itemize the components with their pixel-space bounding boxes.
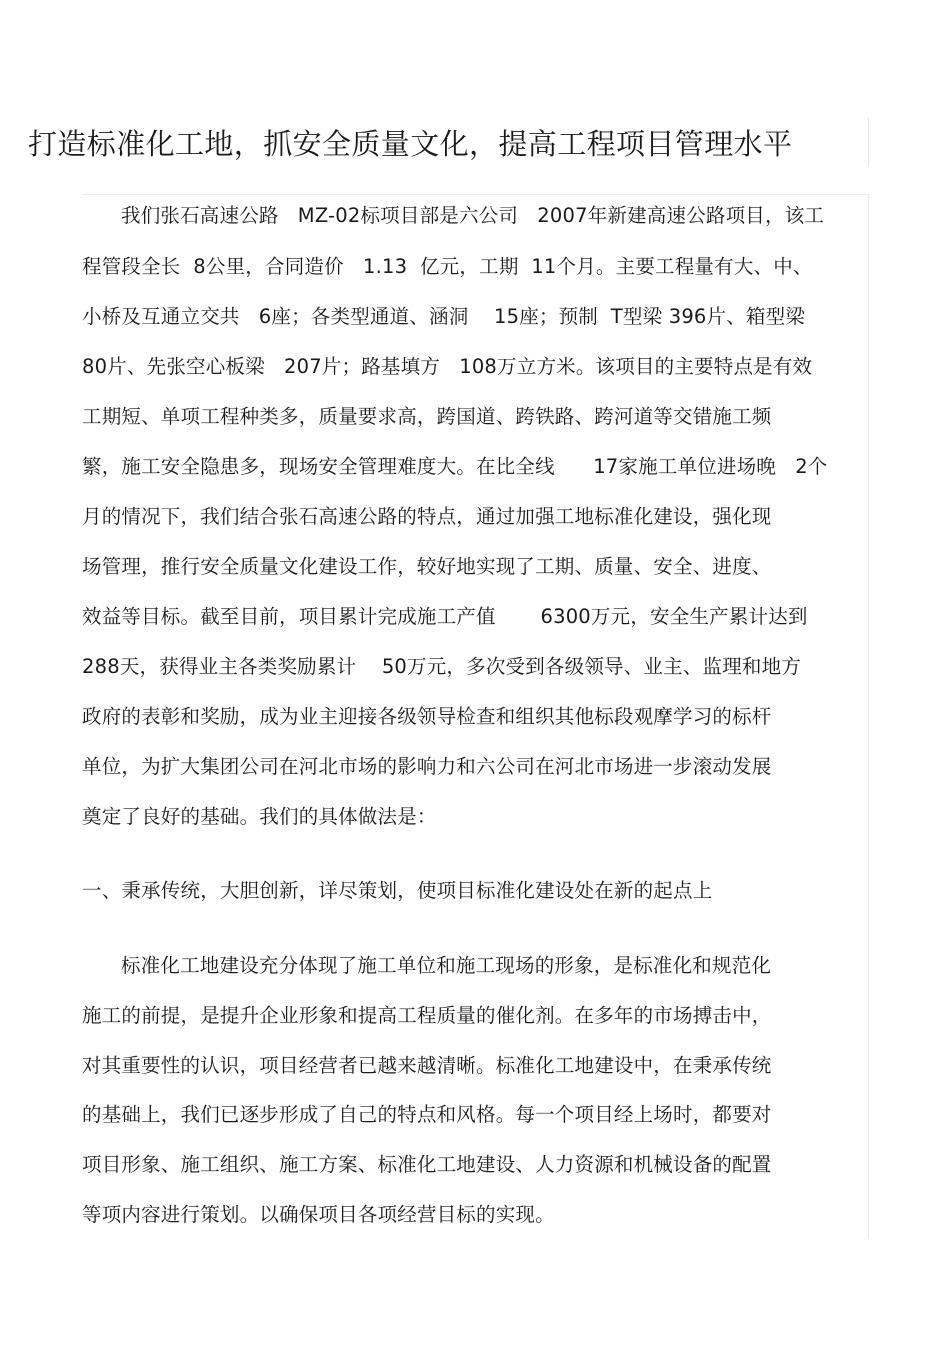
paragraph-line: 的基础上，我们已逐步形成了自己的特点和风格。每一个项目经上场时，都要对 <box>82 1103 772 1126</box>
paragraph-line: 项目形象、施工组织、施工方案、标准化工地建设、人力资源和机械设备的配置 <box>82 1153 772 1176</box>
paragraph-line: 小桥及互通立交共 6座；各类型通道、涵洞 15座；预制 T型梁 396片、箱型梁 <box>82 305 806 328</box>
paragraph-line: 政府的表彰和奖励，成为业主迎接各级领导检查和组织其他标段观摩学习的标杆 <box>82 705 772 728</box>
content-top-divider <box>82 194 870 195</box>
paragraph-line: 奠定了良好的基础。我们的具体做法是： <box>82 805 437 828</box>
paragraph-line: 工期短、单项工程种类多，质量要求高，跨国道、跨铁路、跨河道等交错施工频 <box>82 405 772 428</box>
paragraph-line: 繁，施工安全隐患多，现场安全管理难度大。在比全线 17家施工单位进场晚 2个 <box>82 455 828 478</box>
paragraph-line: 我们张石高速公路 MZ-02标项目部是六公司 2007年新建高速公路项目，该工 <box>121 204 825 227</box>
paragraph-line: 月的情况下，我们结合张石高速公路的特点，通过加强工地标准化建设，强化现 <box>82 505 772 528</box>
paragraph-line: 场管理，推行安全质量文化建设工作，较好地实现了工期、质量、安全、进度、 <box>82 555 772 578</box>
document-title: 打造标准化工地，抓安全质量文化，提高工程项目管理水平 <box>28 127 793 161</box>
paragraph-line: 288天，获得业主各类奖励累计 50万元，多次受到各级领导、业主、监理和地方 <box>82 655 802 678</box>
paragraph-line: 程管段全长 8公里，合同造价 1.13 亿元，工期 11个月。主要工程量有大、中、 <box>82 255 813 278</box>
title-divider <box>868 118 869 166</box>
paragraph-line: 施工的前提，是提升企业形象和提高工程质量的催化剂。在多年的市场搏击中， <box>82 1004 772 1027</box>
paragraph-line: 80片、先张空心板梁 207片；路基填方 108万立方米。该项目的主要特点是有效 <box>82 355 813 378</box>
paragraph-line: 等项内容进行策划。以确保项目各项经营目标的实现。 <box>82 1203 555 1226</box>
paragraph-line: 标准化工地建设充分体现了施工单位和施工现场的形象，是标准化和规范化 <box>121 954 772 977</box>
paragraph-line: 对其重要性的认识，项目经营者已越来越清晰。标准化工地建设中，在秉承传统 <box>82 1054 772 1077</box>
section-heading: 一、秉承传统，大胆创新，详尽策划，使项目标准化建设处在新的起点上 <box>82 879 713 902</box>
paragraph-line: 单位，为扩大集团公司在河北市场的影响力和六公司在河北市场进一步滚动发展 <box>82 755 772 778</box>
content-right-divider <box>868 194 869 1238</box>
paragraph-line: 效益等目标。截至目前，项目累计完成施工产值 6300万元，安全生产累计达到 <box>82 605 808 628</box>
